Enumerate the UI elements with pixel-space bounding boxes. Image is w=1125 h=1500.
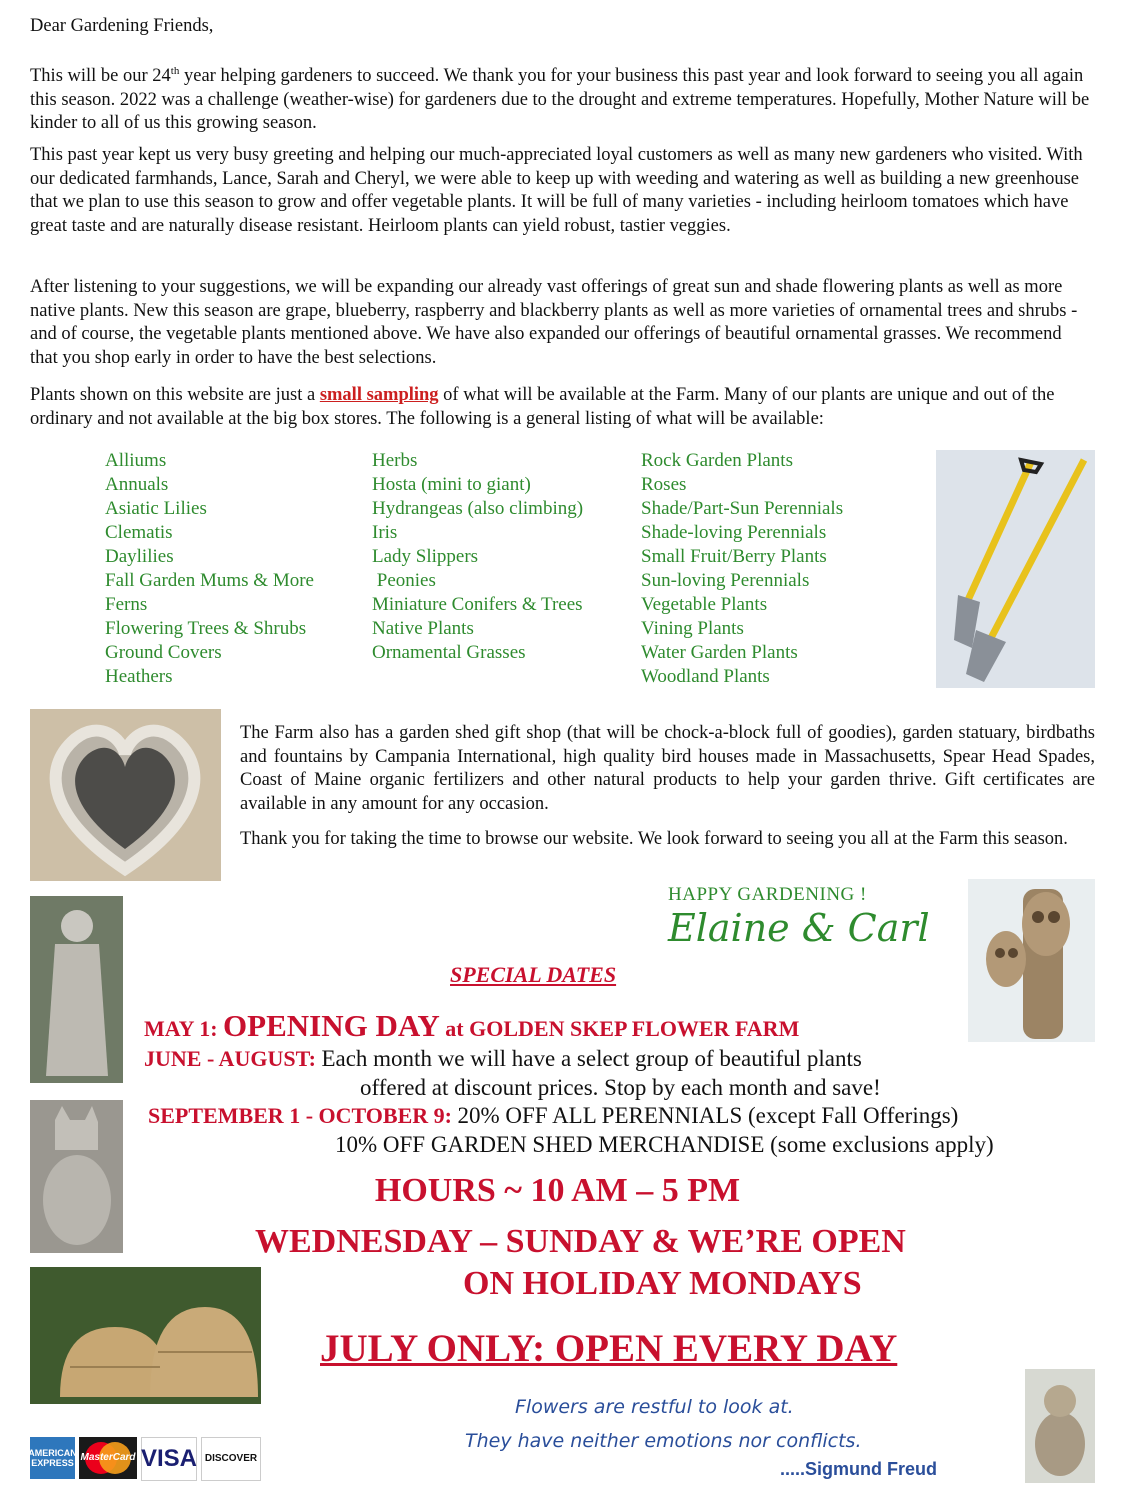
plant-list-item: Clematis: [105, 522, 173, 543]
ordinal-suffix: th: [170, 65, 180, 77]
plant-list-item: Native Plants: [372, 618, 474, 639]
amex-card-icon: AMERICAN EXPRESS: [30, 1437, 75, 1479]
sampling-text-rest: of what will be available at the Farm. Many of our plants are unique and out of the ordinary and not available at the big box stores. The following is a general listing of what will be available:: [30, 385, 1055, 429]
hours-line: HOURS ~ 10 AM – 5 PM: [374, 1172, 741, 1209]
heart-birdbath-photo: [30, 709, 221, 881]
spade-icon: [936, 450, 1095, 688]
small-sampling-link[interactable]: small sampling: [319, 385, 439, 405]
plant-list-item: Hosta (mini to giant): [372, 474, 531, 495]
payment-methods: [30, 1437, 261, 1481]
plant-list-item: Hydrangeas (also climbing): [372, 498, 584, 519]
plant-list-column-1: [105, 449, 314, 689]
september-text: 20% OFF ALL PERENNIALS (except Fall Offerings): [457, 1103, 959, 1128]
plant-list-item: Flowering Trees & Shrubs: [105, 618, 307, 639]
signature: Elaine & Carl: [668, 906, 930, 950]
sampling-text: Plants shown on this website are just a: [30, 385, 320, 405]
bee-skep-photo: [30, 1267, 261, 1404]
happy-gardening: HAPPY GARDENING !: [668, 884, 867, 905]
opening-day-location: at GOLDEN SKEP FLOWER FARM: [439, 1016, 800, 1041]
plant-list-item: Ground Covers: [105, 642, 222, 663]
june-label: JUNE - AUGUST:: [144, 1046, 322, 1071]
plant-list-item: Miniature Conifers & Trees: [372, 594, 583, 615]
squirrel-statue-photo: [1025, 1369, 1095, 1483]
plant-list-item: Asiatic Lilies: [105, 498, 207, 519]
june-august-line-2: offered at discount prices. Stop by each month and save!: [360, 1075, 881, 1100]
visa-card-icon: VISA: [141, 1437, 197, 1481]
intro-paragraph: [30, 60, 1090, 136]
june-august-line: [144, 1046, 862, 1072]
plant-list-item: Rock Garden Plants: [641, 450, 793, 471]
plant-list-item: Water Garden Plants: [641, 642, 798, 663]
plant-list-item: Annuals: [105, 474, 169, 495]
opening-day-line: [144, 1008, 799, 1044]
september-line: [148, 1103, 958, 1129]
july-hours-line: JULY ONLY: OPEN EVERY DAY: [320, 1327, 898, 1370]
heart-icon: [30, 709, 221, 881]
intro-text-rest: year helping gardeners to succeed. We thank you for your business this past year and look forward to seeing you all again this season. 2022 was a challenge (weather-wise) for gardeners due to the drought and extreme temperatures. Hopefully, Mother Nature will be kinder to all of us this growing season.: [30, 66, 1090, 134]
intro-text: This will be our 24: [30, 66, 171, 87]
offerings-paragraph: After listening to your suggestions, we will be expanding our already vast offerings of great sun and shade flowering plants as well as more native plants. New this season are grape, blueberry, raspberry and blackberry plants as well as more varieties of ornamental trees and shrubs - and of course, the vegetable plants mentioned above. We have also expanded our offerings of beautiful ornamental grasses. We recommend that you shop early in order to have the best selections.: [30, 277, 1078, 368]
september-label: SEPTEMBER 1 - OCTOBER 9:: [148, 1103, 458, 1128]
gift-shop-paragraph: The Farm also has a garden shed gift shop (that will be chock-a-block full of goodies), garden statuary, birdbaths and fountains by Campania International, high quality bird houses made in Massachusetts, Spear Head Spades, Coast of Maine organic fertilizers and other natural products to help your garden thrive. Gift certificates are available in any amount for any occasion.: [240, 723, 1095, 814]
holiday-mondays-line: ON HOLIDAY MONDAYS: [463, 1265, 862, 1302]
mastercard-label: MasterCard: [80, 1452, 136, 1463]
thanks-paragraph: Thank you for taking the time to browse our website. We look forward to seeing you all at the Farm this season.: [240, 829, 1068, 849]
plant-list-item: Daylilies: [105, 546, 174, 567]
owls-statue-photo: [968, 879, 1095, 1042]
plant-list-item: Ferns: [105, 594, 148, 615]
quote-line-1: Flowers are restful to look at.: [515, 1396, 794, 1418]
quote-author: .....Sigmund Freud: [780, 1459, 937, 1479]
plant-list-item: Roses: [641, 474, 687, 495]
june-text: Each month we will have a select group of beautiful plants: [321, 1046, 862, 1071]
owl-icon: [968, 879, 1095, 1042]
mastercard-icon: [79, 1437, 137, 1479]
plant-list-item: Heathers: [105, 666, 173, 687]
plant-list-item: Lady Slippers: [372, 546, 479, 567]
plant-list-item: Herbs: [372, 450, 418, 471]
may-label: MAY 1:: [144, 1016, 224, 1041]
spades-photo: [936, 450, 1095, 688]
special-dates-heading: SPECIAL DATES: [450, 962, 617, 987]
quote-line-2: They have neither emotions nor conflicts.: [465, 1430, 862, 1452]
september-line-2: 10% OFF GARDEN SHED MERCHANDISE (some exclusions apply): [335, 1132, 994, 1157]
plant-list-item: Iris: [372, 522, 398, 543]
plant-list-item: Woodland Plants: [641, 666, 770, 687]
plant-list-item: Ornamental Grasses: [372, 642, 526, 663]
discover-card-icon: DISCOVER: [201, 1437, 261, 1481]
plant-list-column-3: [641, 449, 843, 689]
plant-list-item: Peonies: [372, 570, 436, 591]
plant-list-item: Vegetable Plants: [641, 594, 768, 615]
farmhands-paragraph: This past year kept us very busy greeting and helping our much-appreciated loyal customers as well as many new gardeners who visited. With our dedicated farmhands, Lance, Sarah and Cheryl, we were able to keep up with weeding and watering as well as building a new greenhouse that we plan to use this season to grow and offer vegetable plants. It will be full of many varieties - including heirloom tomatoes which have great taste and are naturally disease resistant. Heirloom plants can yield robust, tastier veggies.: [30, 145, 1083, 236]
plant-list-item: Sun-loving Perennials: [641, 570, 810, 591]
squirrel-icon: [1025, 1369, 1095, 1483]
opening-day-text: OPENING DAY: [223, 1008, 440, 1043]
sampling-paragraph: [30, 384, 1098, 431]
skep-icon: [30, 1267, 261, 1404]
plant-list-item: Shade/Part-Sun Perennials: [641, 498, 844, 519]
plant-list-item: Vining Plants: [641, 618, 744, 639]
plant-list-column-2: [372, 449, 583, 665]
plant-list-item: Shade-loving Perennials: [641, 522, 827, 543]
greeting: Dear Gardening Friends,: [30, 16, 214, 36]
statue-icon: [30, 896, 123, 1083]
plant-list-item: Fall Garden Mums & More: [105, 570, 314, 591]
plant-list-item: Small Fruit/Berry Plants: [641, 546, 827, 567]
monk-statue-photo: [30, 896, 123, 1083]
open-days-line: WEDNESDAY – SUNDAY & WE’RE OPEN: [255, 1223, 906, 1260]
plant-list-item: Alliums: [105, 450, 167, 471]
